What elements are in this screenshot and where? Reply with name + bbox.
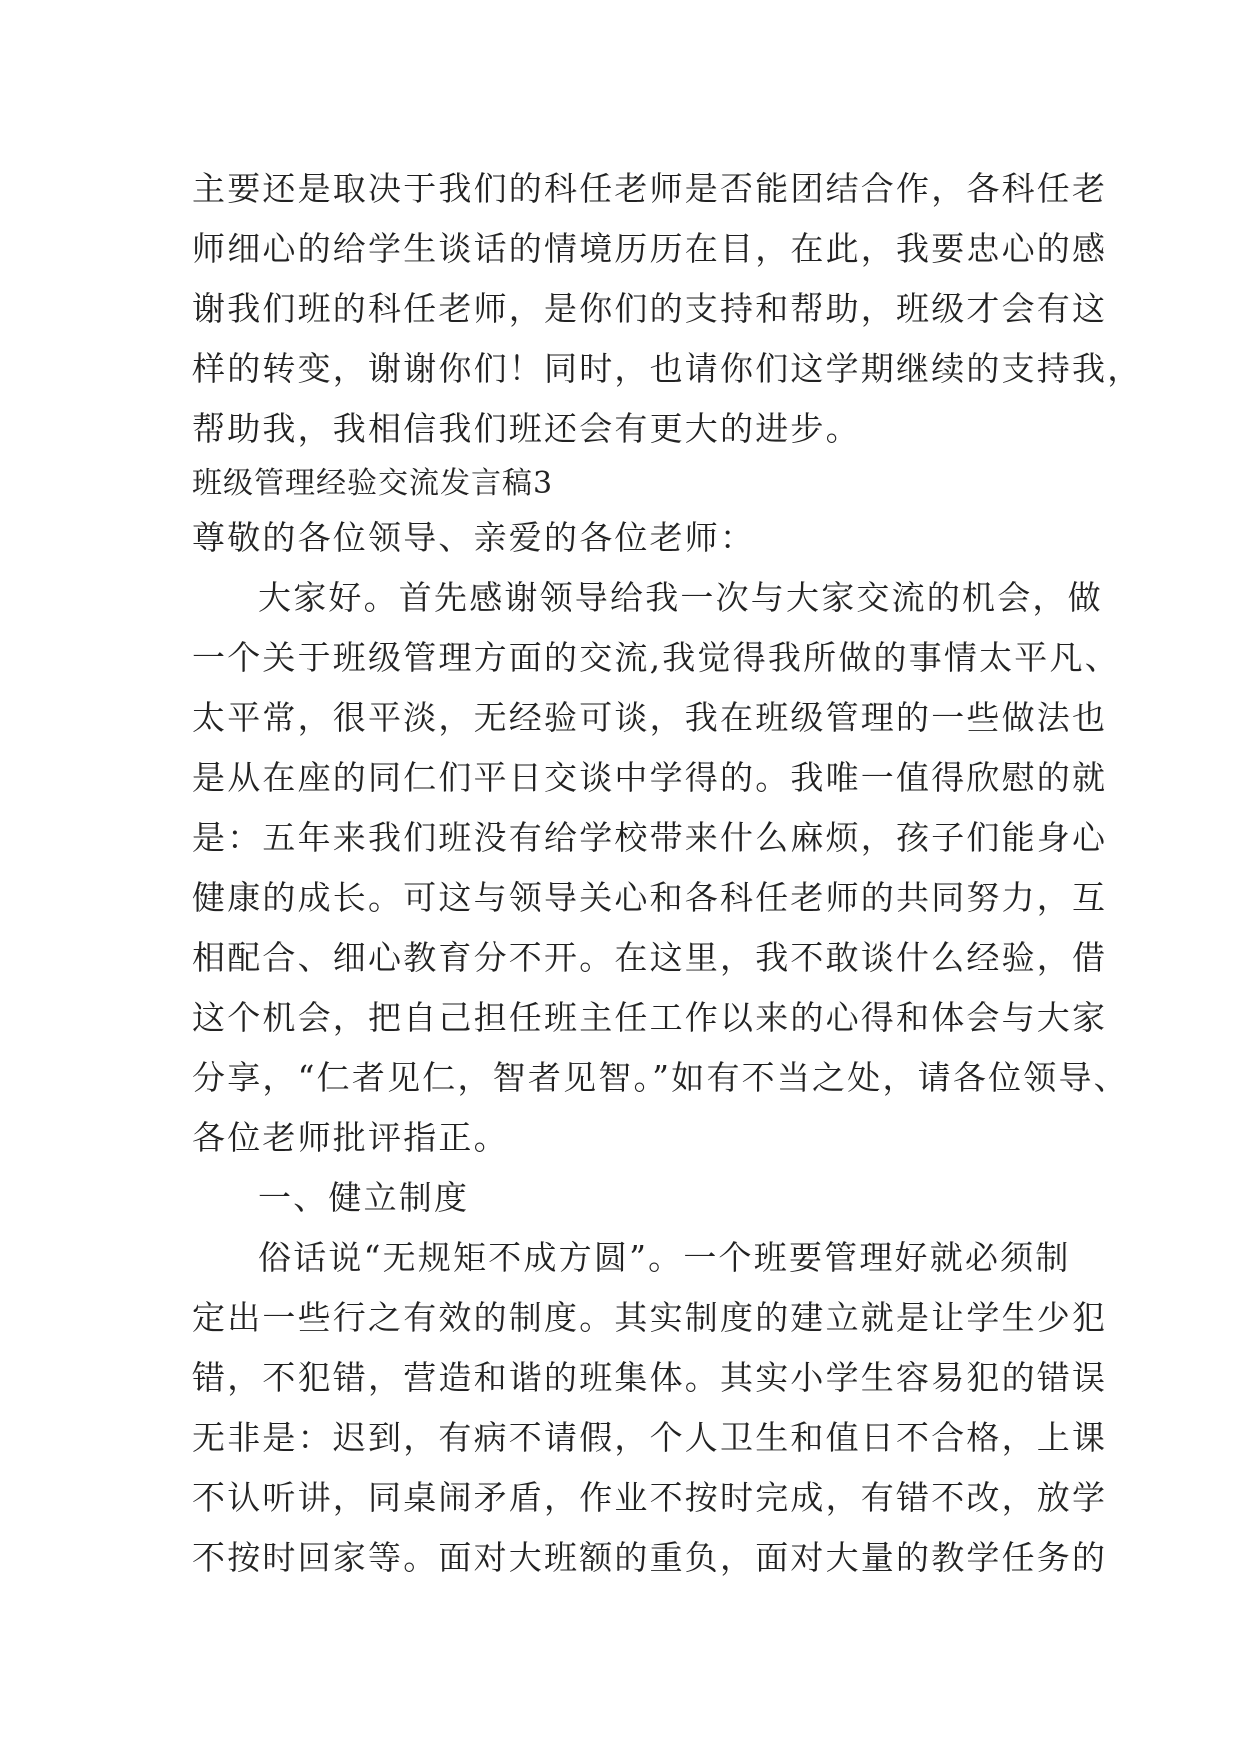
paragraph-line: 不认听讲，同桌闹矛盾，作业不按时完成，有错不改，放学 [192,1478,1108,1517]
section-title: 班级管理经验交流发言稿3 [192,466,554,501]
paragraph-line: 各位老师批评指正。 [192,1118,509,1157]
paragraph-line: 这个机会，把自己担任班主任工作以来的心得和体会与大家 [192,998,1108,1037]
paragraph-line: 是从在座的同仁们平日交谈中学得的。我唯一值得欣慰的就 [192,758,1108,797]
paragraph-line: 是：五年来我们班没有给学校带来什么麻烦，孩子们能身心 [192,818,1108,857]
paragraph-line: 主要还是取决于我们的科任老师是否能团结合作，各科任老 [192,169,1108,208]
paragraph-line: 错，不犯错，营造和谐的班集体。其实小学生容易犯的错误 [192,1358,1108,1397]
paragraph-line: 一个关于班级管理方面的交流,我觉得我所做的事情太平凡、 [192,638,1120,677]
paragraph-line: 太平常，很平淡，无经验可谈，我在班级管理的一些做法也 [192,698,1108,737]
paragraph-line: 健康的成长。可这与领导关心和各科任老师的共同努力，互 [192,878,1108,917]
salutation: 尊敬的各位领导、亲爱的各位老师： [192,518,756,557]
paragraph-line: 师细心的给学生谈话的情境历历在目，在此，我要忠心的感 [192,229,1108,268]
paragraph-line: 帮助我，我相信我们班还会有更大的进步。 [192,409,861,448]
paragraph-line: 分享，“仁者见仁，智者见智。”如有不当之处，请各位领导、 [192,1058,1129,1097]
paragraph-line: 样的转变，谢谢你们！同时，也请你们这学期继续的支持我， [192,349,1143,388]
paragraph-line: 大家好。首先感谢领导给我一次与大家交流的机会，做 [258,578,1103,617]
paragraph-line: 俗话说“无规矩不成方圆”。一个班要管理好就必须制 [258,1238,1071,1277]
paragraph-line: 谢我们班的科任老师，是你们的支持和帮助，班级才会有这 [192,289,1108,328]
subsection-heading: 一、健立制度 [258,1178,470,1217]
paragraph-line: 无非是：迟到，有病不请假，个人卫生和值日不合格，上课 [192,1418,1108,1457]
paragraph-line: 相配合、细心教育分不开。在这里，我不敢谈什么经验，借 [192,938,1108,977]
paragraph-line: 定出一些行之有效的制度。其实制度的建立就是让学生少犯 [192,1298,1108,1337]
paragraph-line: 不按时回家等。面对大班额的重负，面对大量的教学任务的 [192,1538,1108,1577]
